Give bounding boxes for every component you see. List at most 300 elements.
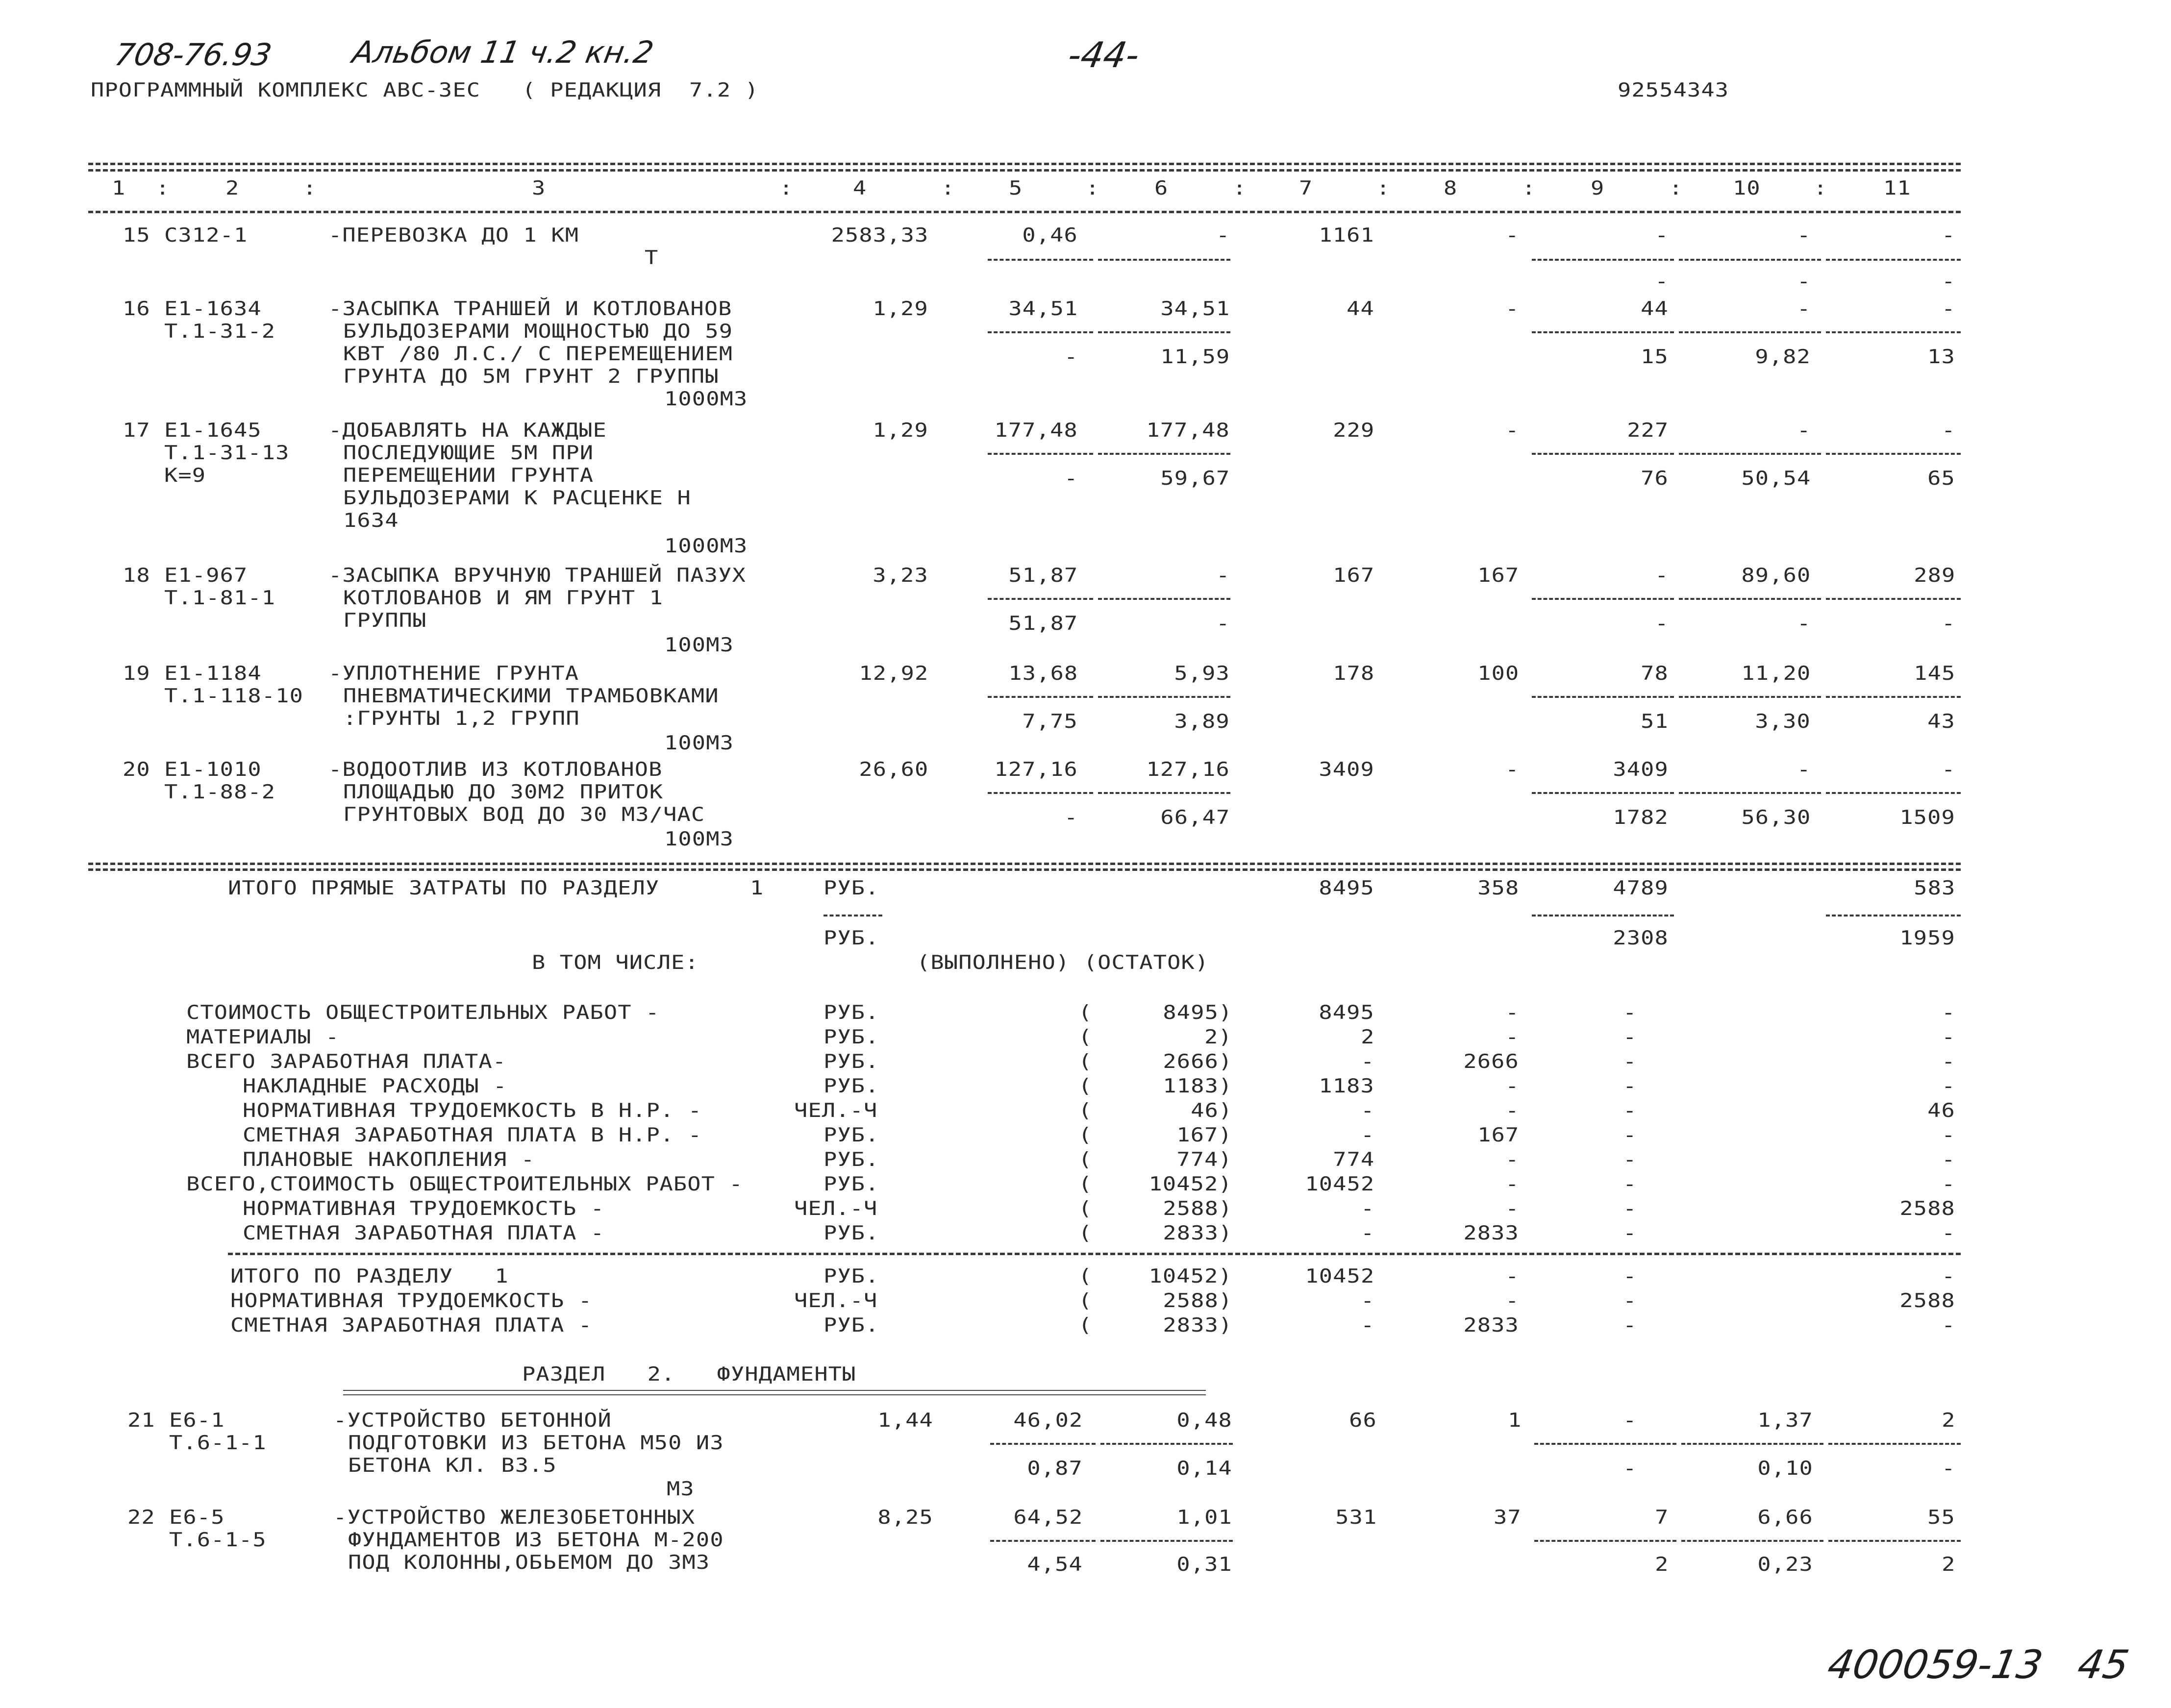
row-number: 19: [123, 663, 150, 685]
summary-unit: ЧЕЛ.-Ч: [794, 1100, 878, 1122]
summary-value: 2): [1204, 1026, 1232, 1048]
summary-c8: -: [1505, 1198, 1519, 1220]
unit-cost: 13,68: [1008, 663, 1078, 685]
total-cost: 178: [1332, 663, 1374, 685]
total-cost: 3409: [1319, 759, 1374, 781]
row-number: 21: [127, 1410, 155, 1432]
machines-wages: 2: [1654, 1554, 1669, 1576]
summary-c7: 774: [1332, 1149, 1374, 1171]
summary-label: НАКЛАДНЫЕ РАСХОДЫ -: [243, 1075, 507, 1097]
summary-c9: -: [1622, 1075, 1637, 1097]
labor-total: 583: [1913, 877, 1955, 899]
section-total-c7: 10452: [1305, 1265, 1374, 1287]
machines-wages: 76: [1641, 468, 1669, 490]
work-description-line: ПЛОЩАДЬЮ ДО 30М2 ПРИТОК: [343, 781, 664, 803]
section-total-c7: -: [1360, 1314, 1374, 1337]
cell-divider: [1534, 1443, 1676, 1445]
rate-reference: Т.1-118-10: [164, 685, 303, 707]
column-separator: :: [779, 177, 794, 199]
machinist-labor-unit: 0,23: [1757, 1554, 1813, 1576]
cell-divider: [1826, 598, 1961, 600]
cell-divider: [1826, 453, 1961, 455]
machinist-labor-total: 1509: [1899, 807, 1955, 829]
row-number: 22: [127, 1507, 155, 1529]
cell-divider: [1532, 331, 1674, 333]
unit-of-measure: 100М3: [664, 732, 734, 754]
total-unit: РУБ.: [823, 877, 879, 899]
section-total-c11: -: [1941, 1314, 1955, 1337]
summary-c11: -: [1941, 1173, 1955, 1195]
machinist-labor-unit: 9,82: [1755, 346, 1811, 368]
total-label: ИТОГО ПРЯМЫЕ ЗАТРАТЫ ПО РАЗДЕЛУ: [228, 877, 660, 899]
machinist-labor-total: 43: [1927, 711, 1955, 733]
labor-total: -: [1941, 298, 1955, 320]
machines-total: 4789: [1613, 877, 1669, 899]
wages-total: 37: [1494, 1507, 1522, 1529]
summary-c7: -: [1360, 1198, 1374, 1220]
column-separator: :: [303, 177, 317, 199]
machinist-labor-total: -: [1941, 1458, 1955, 1480]
column-separator: :: [1669, 177, 1683, 199]
machines-wages: -: [1654, 613, 1669, 635]
labor-per-unit: -: [1797, 298, 1811, 320]
machines-total: 44: [1641, 298, 1669, 320]
rate-code: Е6-1: [169, 1410, 225, 1432]
summary-value: 46): [1190, 1100, 1232, 1122]
unit-machine-wages: 66,47: [1160, 807, 1230, 829]
machines-total: 7: [1654, 1507, 1669, 1529]
unit-cost-machines: 127,16: [1146, 759, 1230, 781]
summary-c8: -: [1505, 1173, 1519, 1195]
unit-wages: 4,54: [1027, 1554, 1083, 1576]
column-separator: :: [1814, 177, 1828, 199]
unit-cost: 127,16: [994, 759, 1078, 781]
summary-value: 2833): [1163, 1222, 1232, 1244]
work-description-line: ПОСЛЕДУЮЩИЕ 5М ПРИ: [343, 442, 594, 464]
summary-c7: 8495: [1319, 1002, 1374, 1024]
column-header-7: 7: [1299, 177, 1313, 199]
summary-paren: (: [1078, 1100, 1093, 1122]
quantity: 8,25: [877, 1507, 933, 1529]
machines-total: 227: [1626, 420, 1669, 442]
section-total-value: 10452): [1148, 1265, 1232, 1287]
unit-of-measure: 1000М3: [664, 535, 748, 557]
rate-reference: Т.1-88-2: [164, 781, 276, 803]
work-description-line: КОТЛОВАНОВ И ЯМ ГРУНТ 1: [343, 587, 664, 609]
cell-divider: [1828, 1443, 1961, 1445]
summary-c11: 2588: [1899, 1198, 1955, 1220]
machines-total: 3409: [1613, 759, 1669, 781]
summary-paren: (: [1078, 1026, 1093, 1048]
section-total-c9: -: [1622, 1314, 1637, 1337]
quantity: 1,44: [877, 1410, 933, 1432]
unit-of-measure: Т: [645, 247, 659, 269]
summary-c9: -: [1622, 1124, 1637, 1146]
labor-total: 55: [1927, 1507, 1955, 1529]
header-top-rule: [88, 163, 1961, 165]
cell-divider: [1532, 453, 1674, 455]
cell-divider: [1532, 792, 1674, 794]
cell-divider: [1098, 453, 1230, 455]
summary-c8: -: [1505, 1002, 1519, 1024]
unit-machine-wages: 0,14: [1176, 1458, 1232, 1480]
summary-c11: 46: [1927, 1100, 1955, 1122]
summary-c9: -: [1622, 1002, 1637, 1024]
wages-total: 167: [1477, 565, 1519, 587]
summary-c9: -: [1622, 1100, 1637, 1122]
machinist-labor-total: 2: [1941, 1554, 1955, 1576]
cell-divider: [1532, 259, 1674, 261]
unit-cost-machines: -: [1216, 565, 1230, 587]
summary-value: 2666): [1163, 1051, 1232, 1073]
rate-code: Е1-1184: [164, 663, 262, 685]
work-description: -УСТРОЙСТВО БЕТОННОЙ: [333, 1410, 612, 1432]
row-number: 16: [123, 298, 150, 320]
summary-paren: (: [1078, 1002, 1093, 1024]
column-separator: :: [1376, 177, 1391, 199]
section-total-c11: -: [1941, 1265, 1955, 1287]
column-header-10: 10: [1733, 177, 1761, 199]
column-separator: :: [1522, 177, 1536, 199]
cell-divider: [1681, 1443, 1823, 1445]
machinist-labor-unit: 50,54: [1741, 468, 1811, 490]
total-cost: 44: [1347, 298, 1374, 320]
cell-divider: [1826, 696, 1961, 698]
cell-divider: [1098, 792, 1230, 794]
summary-paren: (: [1078, 1290, 1093, 1312]
summary-c7: -: [1360, 1100, 1374, 1122]
column-header-8: 8: [1444, 177, 1458, 199]
unit-cost: 51,87: [1008, 565, 1078, 587]
summary-unit: РУБ.: [823, 1222, 879, 1244]
quantity: 1,29: [873, 420, 928, 442]
cell-divider: [988, 259, 1093, 261]
section-total-unit: ЧЕЛ.-Ч: [794, 1290, 878, 1312]
work-description-line: БУЛЬДОЗЕРАМИ МОЩНОСТЬЮ ДО 59: [343, 321, 733, 343]
work-description: -УПЛОТНЕНИЕ ГРУНТА: [328, 663, 579, 685]
rate-code: С312-1: [164, 224, 248, 247]
summary-value: 167): [1176, 1124, 1232, 1146]
cell-divider: [1828, 1540, 1961, 1542]
labor-per-unit: -: [1797, 224, 1811, 247]
unit-wages: -: [1064, 468, 1078, 490]
rate-code: Е1-1634: [164, 298, 262, 320]
labor-total: 145: [1913, 663, 1955, 685]
wages-total: -: [1505, 224, 1519, 247]
summary-unit: ЧЕЛ.-Ч: [794, 1198, 878, 1220]
column-header-6: 6: [1154, 177, 1169, 199]
unit-wages: 0,87: [1027, 1458, 1083, 1480]
quantity: 12,92: [859, 663, 928, 685]
unit-cost-machines: 177,48: [1146, 420, 1230, 442]
labor-total: -: [1941, 420, 1955, 442]
summary-c8: 2666: [1463, 1051, 1519, 1073]
unit-of-measure: 100М3: [664, 634, 734, 656]
work-description-line: :ГРУНТЫ 1,2 ГРУПП: [343, 708, 580, 730]
machines-wages: -: [1622, 1458, 1637, 1480]
summary-c11: -: [1941, 1124, 1955, 1146]
summary-c11: -: [1941, 1149, 1955, 1171]
wages-total: -: [1505, 759, 1519, 781]
quantity: 2583,33: [831, 224, 928, 247]
total-cost: 229: [1332, 420, 1374, 442]
work-description-line: 1634: [343, 510, 399, 532]
row-number: 20: [123, 759, 150, 781]
machines-wages: 1782: [1613, 807, 1669, 829]
section-total-unit: РУБ.: [823, 1265, 879, 1287]
work-description-line: ПОДГОТОВКИ ИЗ БЕТОНА М50 ИЗ: [348, 1432, 724, 1454]
unit-of-measure: 100М3: [664, 828, 734, 850]
handwritten-sheet-number: 45: [2074, 1642, 2132, 1687]
machines-wages: 2308: [1613, 927, 1669, 949]
section-title-double-rule: [343, 1390, 1206, 1395]
cell-divider: [990, 1540, 1096, 1542]
summary-c9: -: [1622, 1149, 1637, 1171]
summary-paren: (: [1078, 1149, 1093, 1171]
total-cost: 167: [1332, 565, 1374, 587]
cell-divider: [1100, 1540, 1233, 1542]
cell-divider: [1679, 331, 1821, 333]
summary-label: НОРМАТИВНАЯ ТРУДОЕМКОСТЬ -: [243, 1198, 605, 1220]
wages-total: -: [1505, 298, 1519, 320]
summary-c8: 2833: [1463, 1222, 1519, 1244]
cell-divider: [1681, 1540, 1823, 1542]
summary-value: 1183): [1163, 1075, 1232, 1097]
handwritten-page-number: -44-: [1065, 34, 1143, 75]
machines-total: -: [1654, 565, 1669, 587]
rate-reference: Т.6-1-1: [169, 1432, 267, 1454]
cell-divider: [1098, 259, 1230, 261]
cell-divider: [988, 696, 1093, 698]
section-total-c7: -: [1360, 1290, 1374, 1312]
total-cost: 8495: [1319, 877, 1374, 899]
program-title: ПРОГРАММНЫЙ КОМПЛЕКС АВС-3ЕС ( РЕДАКЦИЯ 7.2 ): [91, 79, 759, 101]
summary-c11: -: [1941, 1222, 1955, 1244]
section-total-value: 2588): [1163, 1290, 1232, 1312]
rate-reference: Т.1-81-1: [164, 587, 276, 609]
work-description-line: БЕТОНА КЛ. В3.5: [348, 1455, 557, 1477]
unit-machine-wages: 0,31: [1176, 1554, 1232, 1576]
column-header-3: 3: [532, 177, 546, 199]
handwritten-document-code: 400059-13: [1824, 1642, 2046, 1687]
machinist-labor-unit: 3,30: [1755, 711, 1811, 733]
cell-divider: [1098, 696, 1230, 698]
summary-c8: -: [1505, 1026, 1519, 1048]
total-cost: 66: [1349, 1410, 1377, 1432]
unit-cost: 64,52: [1013, 1507, 1083, 1529]
including-label: В ТОМ ЧИСЛЕ:: [532, 952, 699, 974]
cell-divider: [1826, 792, 1961, 794]
total-cost: 531: [1335, 1507, 1377, 1529]
cell-divider: [1534, 1540, 1676, 1542]
unit-cost: 0,46: [1022, 224, 1078, 247]
unit-of-measure: 1000М3: [664, 388, 748, 410]
work-description: -УСТРОЙСТВО ЖЕЛЕЗОБЕТОННЫХ: [333, 1507, 696, 1529]
labor-total: 2: [1941, 1410, 1955, 1432]
done-rest-header: (ВЫПОЛНЕНО) (ОСТАТОК): [917, 952, 1209, 974]
cell-divider: [1100, 1443, 1233, 1445]
rate-code: Е1-1010: [164, 759, 262, 781]
cell-divider: [1679, 259, 1821, 261]
cell-divider: [1532, 598, 1674, 600]
summary-c7: -: [1360, 1051, 1374, 1073]
row-number: 18: [123, 565, 150, 587]
section-total-c11: 2588: [1899, 1290, 1955, 1312]
cell-divider: [988, 331, 1093, 333]
machinist-labor-total: 1959: [1899, 927, 1955, 949]
cell-divider: [988, 598, 1093, 600]
labor-per-unit: 1,37: [1757, 1410, 1813, 1432]
unit-cost-machines: 0,48: [1176, 1410, 1232, 1432]
summary-paren: (: [1078, 1051, 1093, 1073]
unit-machine-wages: 59,67: [1160, 468, 1230, 490]
summary-c11: -: [1941, 1002, 1955, 1024]
quantity: 3,23: [873, 565, 928, 587]
summary-c9: -: [1622, 1198, 1637, 1220]
total-section-number: 1: [750, 877, 764, 899]
summary-c7: -: [1360, 1222, 1374, 1244]
section-total-rule: [228, 1253, 1961, 1255]
summary-paren: (: [1078, 1222, 1093, 1244]
section-total-c8: -: [1505, 1265, 1519, 1287]
cell-divider: [1679, 696, 1821, 698]
section-title: РАЗДЕЛ 2. ФУНДАМЕНТЫ: [522, 1363, 856, 1386]
machinist-labor-unit: 56,30: [1741, 807, 1811, 829]
work-description: -ДОБАВЛЯТЬ НА КАЖДЫЕ: [328, 420, 607, 442]
summary-c11: -: [1941, 1026, 1955, 1048]
summary-c8: -: [1505, 1075, 1519, 1097]
cell-divider: [1679, 453, 1821, 455]
summary-unit: РУБ.: [823, 1002, 879, 1024]
column-separator: :: [941, 177, 955, 199]
section-total-unit: РУБ.: [823, 1314, 879, 1337]
column-header-11: 11: [1883, 177, 1911, 199]
section-total-c9: -: [1622, 1290, 1637, 1312]
rate-coefficient: К=9: [164, 465, 206, 487]
machinist-labor-unit: 0,10: [1757, 1458, 1813, 1480]
work-description: -ЗАСЫПКА ТРАНШЕЙ И КОТЛОВАНОВ: [328, 298, 732, 320]
cell-divider: [1098, 598, 1230, 600]
summary-paren: (: [1078, 1075, 1093, 1097]
total-unit: РУБ.: [823, 927, 879, 949]
summary-unit: РУБ.: [823, 1051, 879, 1073]
work-description-line: КВТ /80 Л.С./ С ПЕРЕМЕЩЕНИЕМ: [343, 343, 733, 365]
summary-c7: 1183: [1319, 1075, 1374, 1097]
cell-divider: [823, 915, 882, 916]
wages-total: 358: [1477, 877, 1519, 899]
summary-label: НОРМАТИВНАЯ ТРУДОЕМКОСТЬ В Н.Р. -: [243, 1100, 702, 1122]
work-description: -ЗАСЫПКА ВРУЧНУЮ ТРАНШЕЙ ПАЗУХ: [328, 565, 746, 587]
summary-unit: РУБ.: [823, 1075, 879, 1097]
rate-code: Е1-967: [164, 565, 248, 587]
cell-divider: [1826, 915, 1961, 916]
machinist-labor-total: -: [1941, 613, 1955, 635]
machines-wages: 51: [1641, 711, 1669, 733]
summary-value: 8495): [1163, 1002, 1232, 1024]
summary-value: 2588): [1163, 1198, 1232, 1220]
summary-paren: (: [1078, 1314, 1093, 1337]
summary-unit: РУБ.: [823, 1026, 879, 1048]
rate-reference: Т.1-31-13: [164, 442, 290, 464]
machines-wages: 15: [1641, 346, 1669, 368]
cell-divider: [1098, 331, 1230, 333]
header-top-rule-2: [88, 169, 1961, 172]
cell-divider: [1679, 598, 1821, 600]
section-rule-2: [88, 868, 1961, 871]
section-total-c9: -: [1622, 1265, 1637, 1287]
row-number: 17: [123, 420, 150, 442]
summary-value: 10452): [1148, 1173, 1232, 1195]
labor-total: -: [1941, 759, 1955, 781]
labor-per-unit: -: [1797, 759, 1811, 781]
work-description-line: ГРУНТОВЫХ ВОД ДО 30 М3/ЧАС: [343, 804, 705, 826]
labor-per-unit: 89,60: [1741, 565, 1811, 587]
work-description-line: БУЛЬДОЗЕРАМИ К РАСЦЕНКЕ Н: [343, 487, 691, 509]
wages-total: 1: [1507, 1410, 1522, 1432]
summary-value: 774): [1176, 1149, 1232, 1171]
work-description-line: ПОД КОЛОННЫ,ОБЬЕМОМ ДО 3М3: [348, 1552, 710, 1574]
handwritten-album: Альбом 11 ч.2 кн.2: [349, 34, 656, 70]
section-total-value: 2833): [1163, 1314, 1232, 1337]
summary-unit: РУБ.: [823, 1149, 879, 1171]
summary-c9: -: [1622, 1051, 1637, 1073]
summary-paren: (: [1078, 1265, 1093, 1287]
column-header-2: 2: [225, 177, 240, 199]
column-header-5: 5: [1009, 177, 1023, 199]
cell-divider: [1826, 331, 1961, 333]
document-number: 92554343: [1618, 79, 1729, 101]
wages-total: 100: [1477, 663, 1519, 685]
summary-paren: (: [1078, 1173, 1093, 1195]
summary-c7: 10452: [1305, 1173, 1374, 1195]
summary-label: МАТЕРИАЛЫ -: [186, 1026, 340, 1048]
rate-code: Е6-5: [169, 1507, 225, 1529]
summary-label: СМЕТНАЯ ЗАРАБОТНАЯ ПЛАТА -: [243, 1222, 605, 1244]
summary-c9: -: [1622, 1222, 1637, 1244]
unit-machine-wages: -: [1216, 613, 1230, 635]
summary-c8: -: [1505, 1100, 1519, 1122]
cell-divider: [988, 792, 1093, 794]
quantity: 26,60: [859, 759, 928, 781]
summary-c9: -: [1622, 1173, 1637, 1195]
cell-divider: [988, 453, 1093, 455]
summary-unit: РУБ.: [823, 1173, 879, 1195]
column-header-9: 9: [1591, 177, 1605, 199]
summary-label: СТОИМОСТЬ ОБЩЕСТРОИТЕЛЬНЫХ РАБОТ -: [186, 1002, 660, 1024]
unit-cost-machines: 34,51: [1160, 298, 1230, 320]
unit-wages: -: [1064, 807, 1078, 829]
column-separator: :: [156, 177, 170, 199]
machines-total: -: [1654, 224, 1669, 247]
unit-wages: -: [1064, 346, 1078, 368]
cell-divider: [1679, 792, 1821, 794]
cell-divider: [1532, 915, 1674, 916]
section-total-label: ИТОГО ПО РАЗДЕЛУ 1: [230, 1265, 509, 1287]
summary-c7: 2: [1360, 1026, 1374, 1048]
machines-total: 78: [1641, 663, 1669, 685]
unit-wages: 51,87: [1008, 613, 1078, 635]
labor-total: -: [1941, 224, 1955, 247]
section-total-c8: -: [1505, 1290, 1519, 1312]
summary-unit: РУБ.: [823, 1124, 879, 1146]
row-number: 15: [123, 224, 150, 247]
work-description: -ВОДООТЛИВ ИЗ КОТЛОВАНОВ: [328, 759, 663, 781]
summary-paren: (: [1078, 1198, 1093, 1220]
total-cost: 1161: [1319, 224, 1374, 247]
machines-total: -: [1622, 1410, 1637, 1432]
unit-machine-wages: 3,89: [1174, 711, 1230, 733]
unit-wages: 7,75: [1022, 711, 1078, 733]
